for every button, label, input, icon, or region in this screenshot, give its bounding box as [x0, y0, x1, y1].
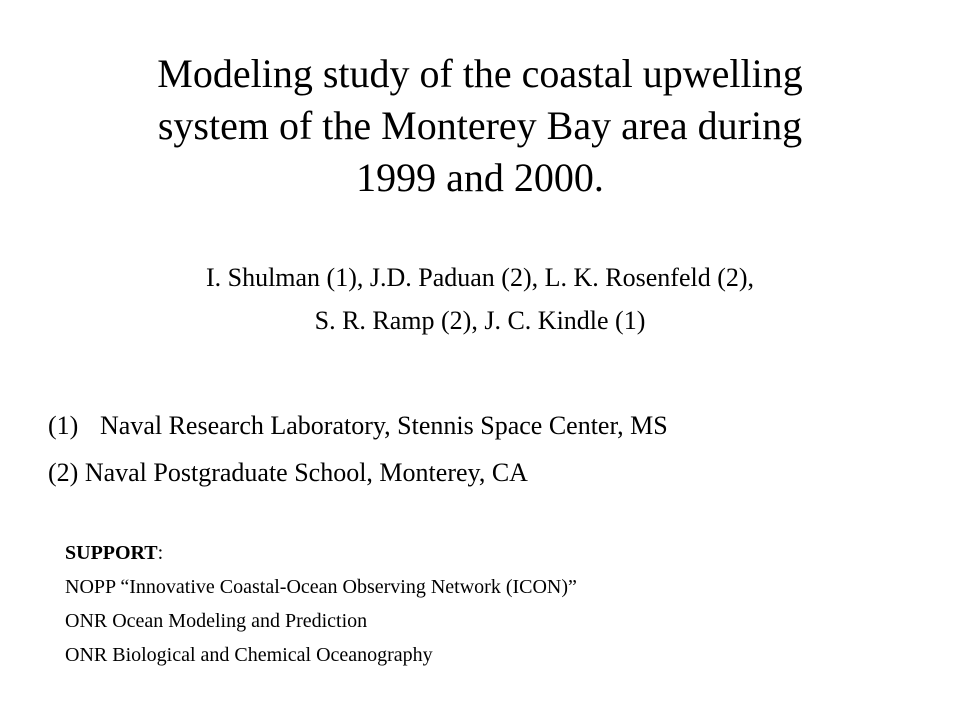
- affiliation-list: [48, 402, 668, 496]
- affiliation-1: [48, 402, 668, 449]
- affiliation-2: [48, 449, 668, 496]
- authors-line-2: S. R. Ramp (2), J. C. Kindle (1): [314, 306, 646, 335]
- support-item-3: ONR Biological and Chemical Oceanography: [65, 644, 433, 666]
- support-item-2: ONR Ocean Modeling and Prediction: [65, 610, 368, 632]
- slide-title: [0, 48, 960, 204]
- author-list: [0, 256, 960, 342]
- support-heading-colon: :: [157, 542, 164, 564]
- support-section: [65, 536, 577, 672]
- affiliation-1-text: Naval Research Laboratory, Stennis Space Center, MS: [100, 411, 668, 440]
- affiliation-2-number: (2): [48, 458, 79, 487]
- support-heading: SUPPORT: [65, 542, 158, 564]
- title-line-3: 1999 and 2000.: [356, 155, 604, 200]
- affiliation-1-number: (1): [48, 411, 79, 440]
- support-heading-row: [65, 536, 577, 570]
- support-item-1: NOPP “Innovative Coastal-Ocean Observing Network (ICON)”: [65, 576, 577, 598]
- title-line-2: system of the Monterey Bay area during: [157, 103, 803, 148]
- affiliation-2-text: Naval Postgraduate School, Monterey, CA: [84, 458, 528, 487]
- authors-line-1: I. Shulman (1), J.D. Paduan (2), L. K. Rosenfeld (2),: [205, 263, 755, 292]
- title-line-1: Modeling study of the coastal upwelling: [157, 51, 803, 96]
